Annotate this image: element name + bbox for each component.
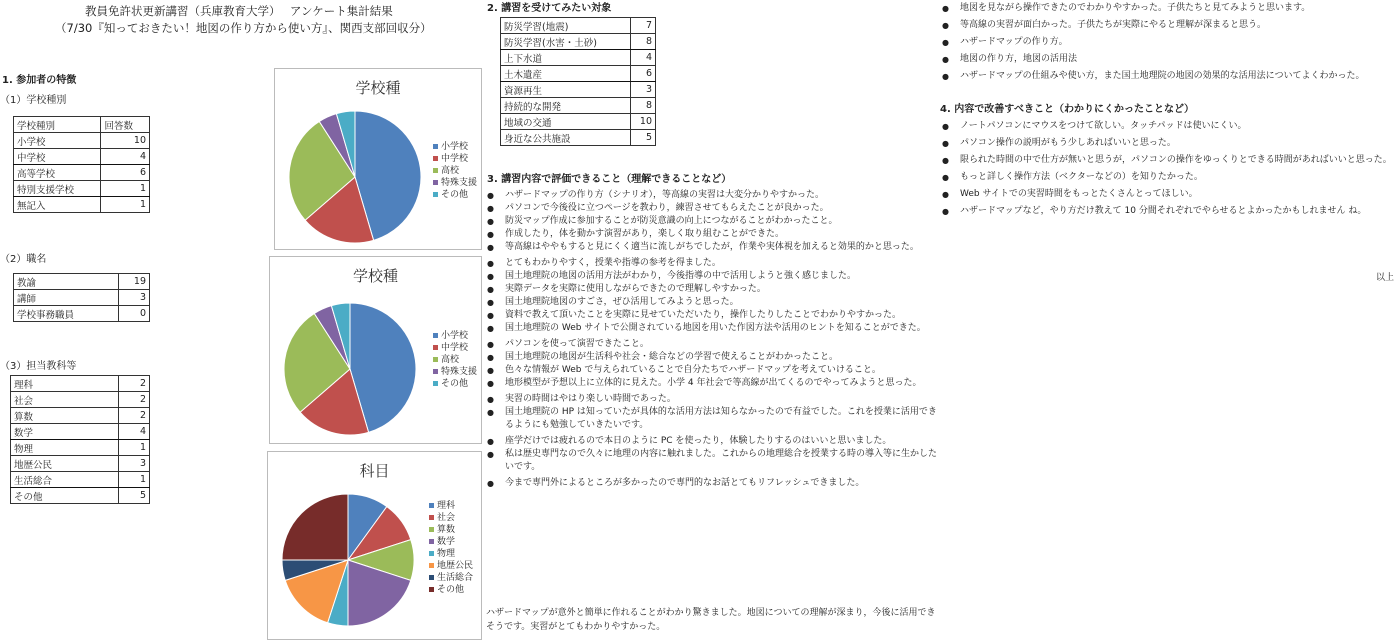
table-cell: 理科 xyxy=(11,376,119,392)
table-cell: 数学 xyxy=(11,424,119,440)
table-row xyxy=(14,197,150,213)
table-cell: 持続的な開発 xyxy=(501,98,631,114)
table-cell: 学校事務職員 xyxy=(14,306,119,322)
table-cell: 資源再生 xyxy=(501,82,631,98)
table-cell: 19 xyxy=(118,274,149,290)
legend-label: 物理 xyxy=(437,549,456,559)
list-item: ● 色々な情報が Web で与えられていることで自分たちでハザードマップを考えていけること。 xyxy=(485,364,940,377)
table-cell: 4 xyxy=(118,424,149,440)
table-cell: その他 xyxy=(11,488,119,504)
table-cell: 高等学校 xyxy=(14,165,101,181)
table-row xyxy=(11,472,150,488)
table-cell: 1 xyxy=(101,197,150,213)
table-row xyxy=(14,181,150,197)
legend-item xyxy=(433,141,477,153)
interest-table xyxy=(500,17,656,146)
legend-label: 高校 xyxy=(441,166,460,176)
legend-swatch xyxy=(433,333,438,338)
legend-swatch xyxy=(433,180,438,185)
table-row xyxy=(501,114,656,130)
legend-label: 地歴公民 xyxy=(437,561,474,571)
table-header-cell: 学校種別 xyxy=(14,117,101,133)
legend-item xyxy=(433,354,477,366)
pie-slice-その他 xyxy=(282,494,348,560)
school-type-label: （1）学校種別 xyxy=(0,95,67,106)
list-item: ● もっと詳しく操作方法（ベクターなどの）を知りたかった。 xyxy=(940,171,1395,184)
list-item: ● 今まで専門外によるところが多かったので専門的なお話とてもリフレッシュできました。 xyxy=(485,477,940,490)
subject-chart xyxy=(267,451,482,640)
table-row xyxy=(11,424,150,440)
table-row xyxy=(501,82,656,98)
list-item: ● パソコン操作の説明がもう少しあればいいと思った。 xyxy=(940,137,1395,150)
list-item: ● 限られた時間の中で仕方が無いと思うが，パソコンの操作をゆっくりとできる時間があればいいと思った。 xyxy=(940,154,1395,167)
list-item: ● 地形模型が予想以上に立体的に見えた。小学 4 年社会で等高線が出てくるのでやってみようと思った。 xyxy=(485,377,940,390)
legend-label: 高校 xyxy=(441,355,460,365)
list-item: ● 国土地理院地図のすごさ，ぜひ活用してみようと思った。 xyxy=(485,296,940,309)
table-cell: 10 xyxy=(101,133,150,149)
legend-label: 中学校 xyxy=(441,343,469,353)
table-cell: 身近な公共施設 xyxy=(501,130,631,146)
table-header-cell: 回答数 xyxy=(101,117,150,133)
list-item: ● パソコンを使って演習できたこと。 xyxy=(485,338,940,351)
list-item: ● 国土地理院の地図の活用方法がわかり，今後指導の中で活用しようと強く感じました。 xyxy=(485,270,940,283)
chart-legend xyxy=(433,141,477,201)
legend-item xyxy=(429,548,473,560)
legend-swatch xyxy=(433,156,438,161)
table-cell: 2 xyxy=(118,408,149,424)
legend-swatch xyxy=(433,345,438,350)
legend-item xyxy=(433,153,477,165)
table-cell: 4 xyxy=(631,50,656,66)
legend-item xyxy=(429,500,473,512)
table-row xyxy=(11,488,150,504)
table-cell: 6 xyxy=(631,66,656,82)
legend-item xyxy=(433,189,477,201)
chart-title: 学校種 xyxy=(355,79,401,97)
table-row xyxy=(11,392,150,408)
legend-swatch xyxy=(433,357,438,362)
table-cell: 防災学習(水害・土砂) xyxy=(501,34,631,50)
legend-label: 生活総合 xyxy=(437,573,474,583)
table-row xyxy=(501,18,656,34)
table-cell: 特別支援学校 xyxy=(14,181,101,197)
legend-label: 特殊支援 xyxy=(441,367,478,377)
table-row xyxy=(14,290,150,306)
legend-item xyxy=(429,524,473,536)
list-item: ● 国土地理院の Web サイトで公開されている地図を用いた作図方法や活用のヒントを知ることができた。 xyxy=(485,322,940,335)
school-type-chart-1 xyxy=(274,68,482,250)
legend-item xyxy=(429,560,473,572)
legend-swatch xyxy=(429,587,434,592)
legend-label: その他 xyxy=(437,585,465,595)
legend-item xyxy=(433,342,477,354)
legend-swatch xyxy=(433,168,438,173)
chart-legend xyxy=(429,500,473,596)
list-item: ● ノートパソコンにマウスをつけて欲しい。タッチパッドは使いにくい。 xyxy=(940,120,1395,133)
table-row xyxy=(501,98,656,114)
list-item: ● 防災マップ作成に参加することが防災意識の向上につながることがわかったこと。 xyxy=(485,215,940,228)
table-cell: 8 xyxy=(631,98,656,114)
table-row xyxy=(501,66,656,82)
legend-item xyxy=(429,584,473,596)
list-item: ● ハザードマップなど，やり方だけ教えて 10 分間それぞれでやらせるとよかったかもしれません ね。 xyxy=(940,205,1395,218)
subject-label: （3）担当教科等 xyxy=(0,361,77,372)
legend-item xyxy=(433,330,477,342)
legend-swatch xyxy=(429,515,434,520)
position-label: （2）職名 xyxy=(0,254,47,265)
legend-swatch xyxy=(429,539,434,544)
legend-label: その他 xyxy=(441,379,469,389)
table-cell: 中学校 xyxy=(14,149,101,165)
legend-item xyxy=(429,536,473,548)
legend-item xyxy=(433,165,477,177)
table-cell: 1 xyxy=(118,440,149,456)
table-cell: 7 xyxy=(631,18,656,34)
legend-swatch xyxy=(433,192,438,197)
table-row xyxy=(11,456,150,472)
legend-swatch xyxy=(433,144,438,149)
section3-heading: 3. 講習内容で評価できること（理解できることなど） xyxy=(487,174,732,185)
table-cell: 生活総合 xyxy=(11,472,119,488)
table-cell: 4 xyxy=(101,149,150,165)
table-cell: 無記入 xyxy=(14,197,101,213)
legend-swatch xyxy=(429,527,434,532)
table-row xyxy=(14,117,150,133)
list-item: ● 地図の作り方，地図の活用法 xyxy=(940,53,1395,66)
legend-item xyxy=(433,177,477,189)
table-cell: 地域の交通 xyxy=(501,114,631,130)
table-cell: 算数 xyxy=(11,408,119,424)
list-item: ● 国土地理院の地図が生活科や社会・総合などの学習で使えることがわかったこと。 xyxy=(485,351,940,364)
table-cell: 5 xyxy=(631,130,656,146)
legend-label: 算数 xyxy=(437,525,456,535)
legend-item xyxy=(429,512,473,524)
table-row xyxy=(501,34,656,50)
legend-label: 社会 xyxy=(437,513,456,523)
school-type-table xyxy=(13,116,150,213)
table-row xyxy=(14,274,150,290)
improvement-list xyxy=(940,120,1395,222)
table-row xyxy=(14,165,150,181)
table-cell: 上下水道 xyxy=(501,50,631,66)
table-row xyxy=(11,376,150,392)
closing-text: 以上 xyxy=(1376,273,1395,283)
list-item: ● とてもわかりやすく，授業や指導の参考を得ました。 xyxy=(485,257,940,270)
table-cell: 5 xyxy=(118,488,149,504)
chart-title: 科目 xyxy=(359,462,390,480)
table-row xyxy=(11,440,150,456)
table-cell: 10 xyxy=(631,114,656,130)
list-item: ● Web サイトでの実習時間をもっとたくさんとってほしい。 xyxy=(940,188,1395,201)
list-item: ● ハザードマップの仕組みや使い方，また国土地理院の地図の効果的な活用法についてよくわかった。 xyxy=(940,70,1395,83)
list-item: ● ハザードマップの作り方。 xyxy=(940,36,1395,49)
position-table xyxy=(13,273,150,322)
legend-label: 数学 xyxy=(437,537,456,547)
legend-label: 中学校 xyxy=(441,154,469,164)
table-cell: 教諭 xyxy=(14,274,119,290)
list-item: ● 作成したり，体を動かす演習があり，楽しく取り組むことができた。 xyxy=(485,228,940,241)
legend-swatch xyxy=(429,503,434,508)
chart-legend xyxy=(433,330,477,390)
list-item: ● 国土地理院の HP は知っていたが具体的な活用方法は知らなかったので有益でした。これを授業に活用できるようにも勉強していきたいです。 xyxy=(485,406,940,432)
table-cell: 2 xyxy=(118,376,149,392)
table-cell: 0 xyxy=(118,306,149,322)
section4-heading: 4. 内容で改善すべきこと（わかりにくかったことなど） xyxy=(940,104,1195,115)
table-cell: 小学校 xyxy=(14,133,101,149)
chart-title: 学校種 xyxy=(352,267,398,285)
section2-heading: 2. 講習を受けてみたい対象 xyxy=(487,3,612,14)
list-item: ● パソコンで今後役に立つページを教わり，練習させてもらえたことが良かった。 xyxy=(485,202,940,215)
table-cell: 2 xyxy=(118,392,149,408)
legend-label: 理科 xyxy=(437,501,456,511)
table-cell: 社会 xyxy=(11,392,119,408)
legend-swatch xyxy=(433,369,438,374)
legend-label: その他 xyxy=(441,190,469,200)
table-row xyxy=(14,133,150,149)
table-cell: 講師 xyxy=(14,290,119,306)
list-item: ● 私は歴史専門なので久々に地理の内容に触れました。これからの地理総合を授業する時の導入等に生かしたいです。 xyxy=(485,448,940,474)
evaluation-list-continued xyxy=(940,2,1395,87)
table-cell: 3 xyxy=(118,290,149,306)
table-cell: 地歴公民 xyxy=(11,456,119,472)
subject-table xyxy=(10,375,150,504)
evaluation-list xyxy=(485,189,940,490)
legend-label: 小学校 xyxy=(441,142,469,152)
list-item: ● 実習の時間はやはり楽しい時間であった。 xyxy=(485,393,940,406)
list-item: ● 地図を見ながら操作できたのでわかりやすかった。子供たちと見てみようと思います。 xyxy=(940,2,1395,15)
section1-heading: 1. 参加者の特徴 xyxy=(2,75,77,86)
table-row xyxy=(501,130,656,146)
table-cell: 6 xyxy=(101,165,150,181)
legend-swatch xyxy=(429,575,434,580)
list-item: ● 等高線の実習が面白かった。子供たちが実際にやると理解が深まると思う。 xyxy=(940,19,1395,32)
legend-item xyxy=(433,366,477,378)
list-item: ● 実際データを実際に使用しながらできたので理解しやすかった。 xyxy=(485,283,940,296)
table-row xyxy=(14,149,150,165)
evaluation-trailing-text: ハザードマップが意外と簡単に作れることがわかり驚きました。地図についての理解が深まり，今後に活用できそうです。実習がとてもわかりやすかった。 xyxy=(486,608,936,632)
table-cell: 3 xyxy=(631,82,656,98)
table-cell: 1 xyxy=(118,472,149,488)
legend-label: 特殊支援 xyxy=(441,178,478,188)
legend-swatch xyxy=(429,551,434,556)
page-title: 教員免許状更新講習（兵庫教育大学） アンケート集計結果 xyxy=(85,4,393,18)
list-item: ● ハザードマップの作り方（シナリオ），等高線の実習は大変分かりやすかった。 xyxy=(485,189,940,202)
legend-label: 小学校 xyxy=(441,331,469,341)
table-row xyxy=(14,306,150,322)
table-row xyxy=(501,50,656,66)
legend-item xyxy=(429,572,473,584)
table-cell: 防災学習(地震) xyxy=(501,18,631,34)
list-item: ● 等高線はややもすると見にくく適当に流しがちでしたが，作業や実体視を加えると効果的かと思った。 xyxy=(485,241,940,254)
list-item: ● 資料で教えて頂いたことを実際に見せていただいたり，操作したりしたことでわかりやすかった。 xyxy=(485,309,940,322)
table-cell: 3 xyxy=(118,456,149,472)
legend-swatch xyxy=(429,563,434,568)
table-cell: 物理 xyxy=(11,440,119,456)
legend-item xyxy=(433,378,477,390)
table-cell: 土木遺産 xyxy=(501,66,631,82)
list-item: ● 座学だけでは疲れるので本日のように PC を使ったり，体験したりするのはいいと思いました。 xyxy=(485,435,940,448)
table-cell: 8 xyxy=(631,34,656,50)
page-subtitle: （7/30『知っておきたい！地図の作り方から使い方』、関西支部回収分） xyxy=(55,21,432,35)
table-row xyxy=(11,408,150,424)
legend-swatch xyxy=(433,381,438,386)
table-cell: 1 xyxy=(101,181,150,197)
school-type-chart-2 xyxy=(269,256,482,444)
